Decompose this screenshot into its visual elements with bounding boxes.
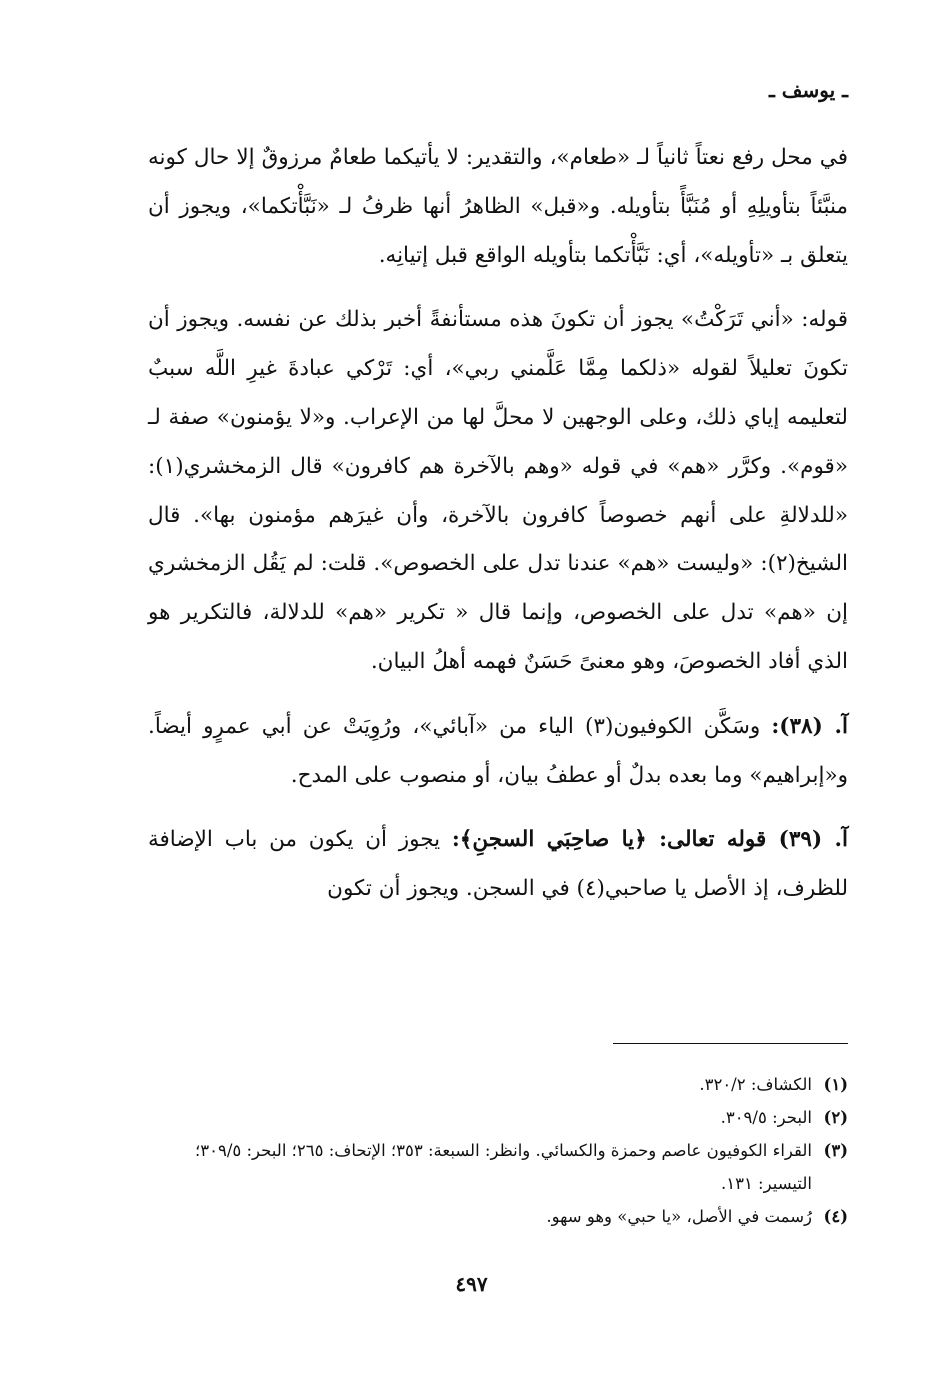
footnote (148, 1101, 848, 1134)
paragraph (148, 296, 848, 686)
page-number: ٤٩٧ (455, 1272, 488, 1296)
footnote (148, 1134, 848, 1200)
footnote-text: رُسمت في الأصل، «يا حبي» وهو سهو. (546, 1207, 812, 1226)
paragraph (148, 703, 848, 801)
footnote-text: الكشاف: ٣٢٠/٢. (699, 1075, 812, 1094)
footnote-divider (613, 1043, 848, 1044)
paragraph-text: في محل رفع نعتاً ثانياً لـ «طعام»، والتقدير: لا يأتيكما طعامٌ مرزوقٌ إلا حال كونه منبَّئاً بتأويلِهِ أو مُنَبَّأً بتأويله. و«قبل» الظاهرُ أنها ظرفُ لـ «نَبَّأْتكما»، ويجوز أن يتعلق بـ «تأويله»، أي: نَبَّأْتكما بتأويله الواقع قبل إتيانِه. (148, 145, 848, 268)
footnote-number: (٣) (823, 1141, 848, 1160)
paragraph-text: وسَكَّن الكوفيون(٣) الياء من «آبائي»، ورُوِيَتْ عن أبي عمرٍو أيضاً. و«إبراهيم» وما بعده بدلٌ أو عطفُ بيان، أو منصوب على المدح. (148, 713, 848, 788)
paragraph (148, 816, 848, 914)
footnote-number: (١) (823, 1075, 848, 1094)
footnote-text: القراء الكوفيون عاصم وحمزة والكسائي. وانظر: السبعة: ٣٥٣؛ الإتحاف: ٢٦٥؛ البحر: ٣٠٩/٥؛ التيسير: ١٣١. (194, 1141, 812, 1193)
footnote-number: (٤) (823, 1207, 848, 1226)
running-head: ـ يوسف ـ (768, 78, 848, 102)
verse-marker: آ. (٣٨): (771, 713, 848, 739)
footnote-text: البحر: ٣٠٩/٥. (720, 1108, 812, 1127)
paragraph-text: يجوز أن يكون من باب الإضافة للظرف، إذ الأصل يا صاحبي(٤) في السجن. ويجوز أن تكون (148, 827, 848, 902)
verse-marker: آ. (٣٩) قوله تعالى: ﴿يا صاحِبَي السجنِ﴾: (451, 827, 848, 853)
footnote (148, 1200, 848, 1233)
paragraph-text: قوله: «أني تَرَكْتُ» يجوز أن تكونَ هذه مستأنفةً أخبر بذلك عن نفسه. ويجوز أن تكونَ تعليلاً لقوله «ذلكما مِمَّا عَلَّمني ربي»، أي: تَرْكي عبادةَ غيرِ اللَّه سببٌ لتعليمه إياي ذلك، وعلى الوجهين لا محلَّ لها من الإعراب. و«لا يؤمنون» صفة لـ «قوم». وكرَّر «هم» في قوله «وهم بالآخرة هم كافرون» قال الزمخشري(١): «للدلالةِ على أنهم خصوصاً كافرون بالآخرة، وأن غيرَهم مؤمنون بها». قال الشيخ(٢): «وليست «هم» عندنا تدل على الخصوص». قلت: لم يَقُل الزمخشري إن «هم» تدل على الخصوص، وإنما قال « تكرير «هم» للدلالة، فالتكرير هو الذي أفاد الخصوصَ، وهو معنىً حَسَنٌ فهمه أهلُ البيان. (148, 307, 848, 674)
footnote (148, 1068, 848, 1101)
footnotes (148, 1068, 848, 1233)
main-text (148, 134, 848, 928)
footnote-number: (٢) (823, 1108, 848, 1127)
paragraph (148, 134, 848, 280)
